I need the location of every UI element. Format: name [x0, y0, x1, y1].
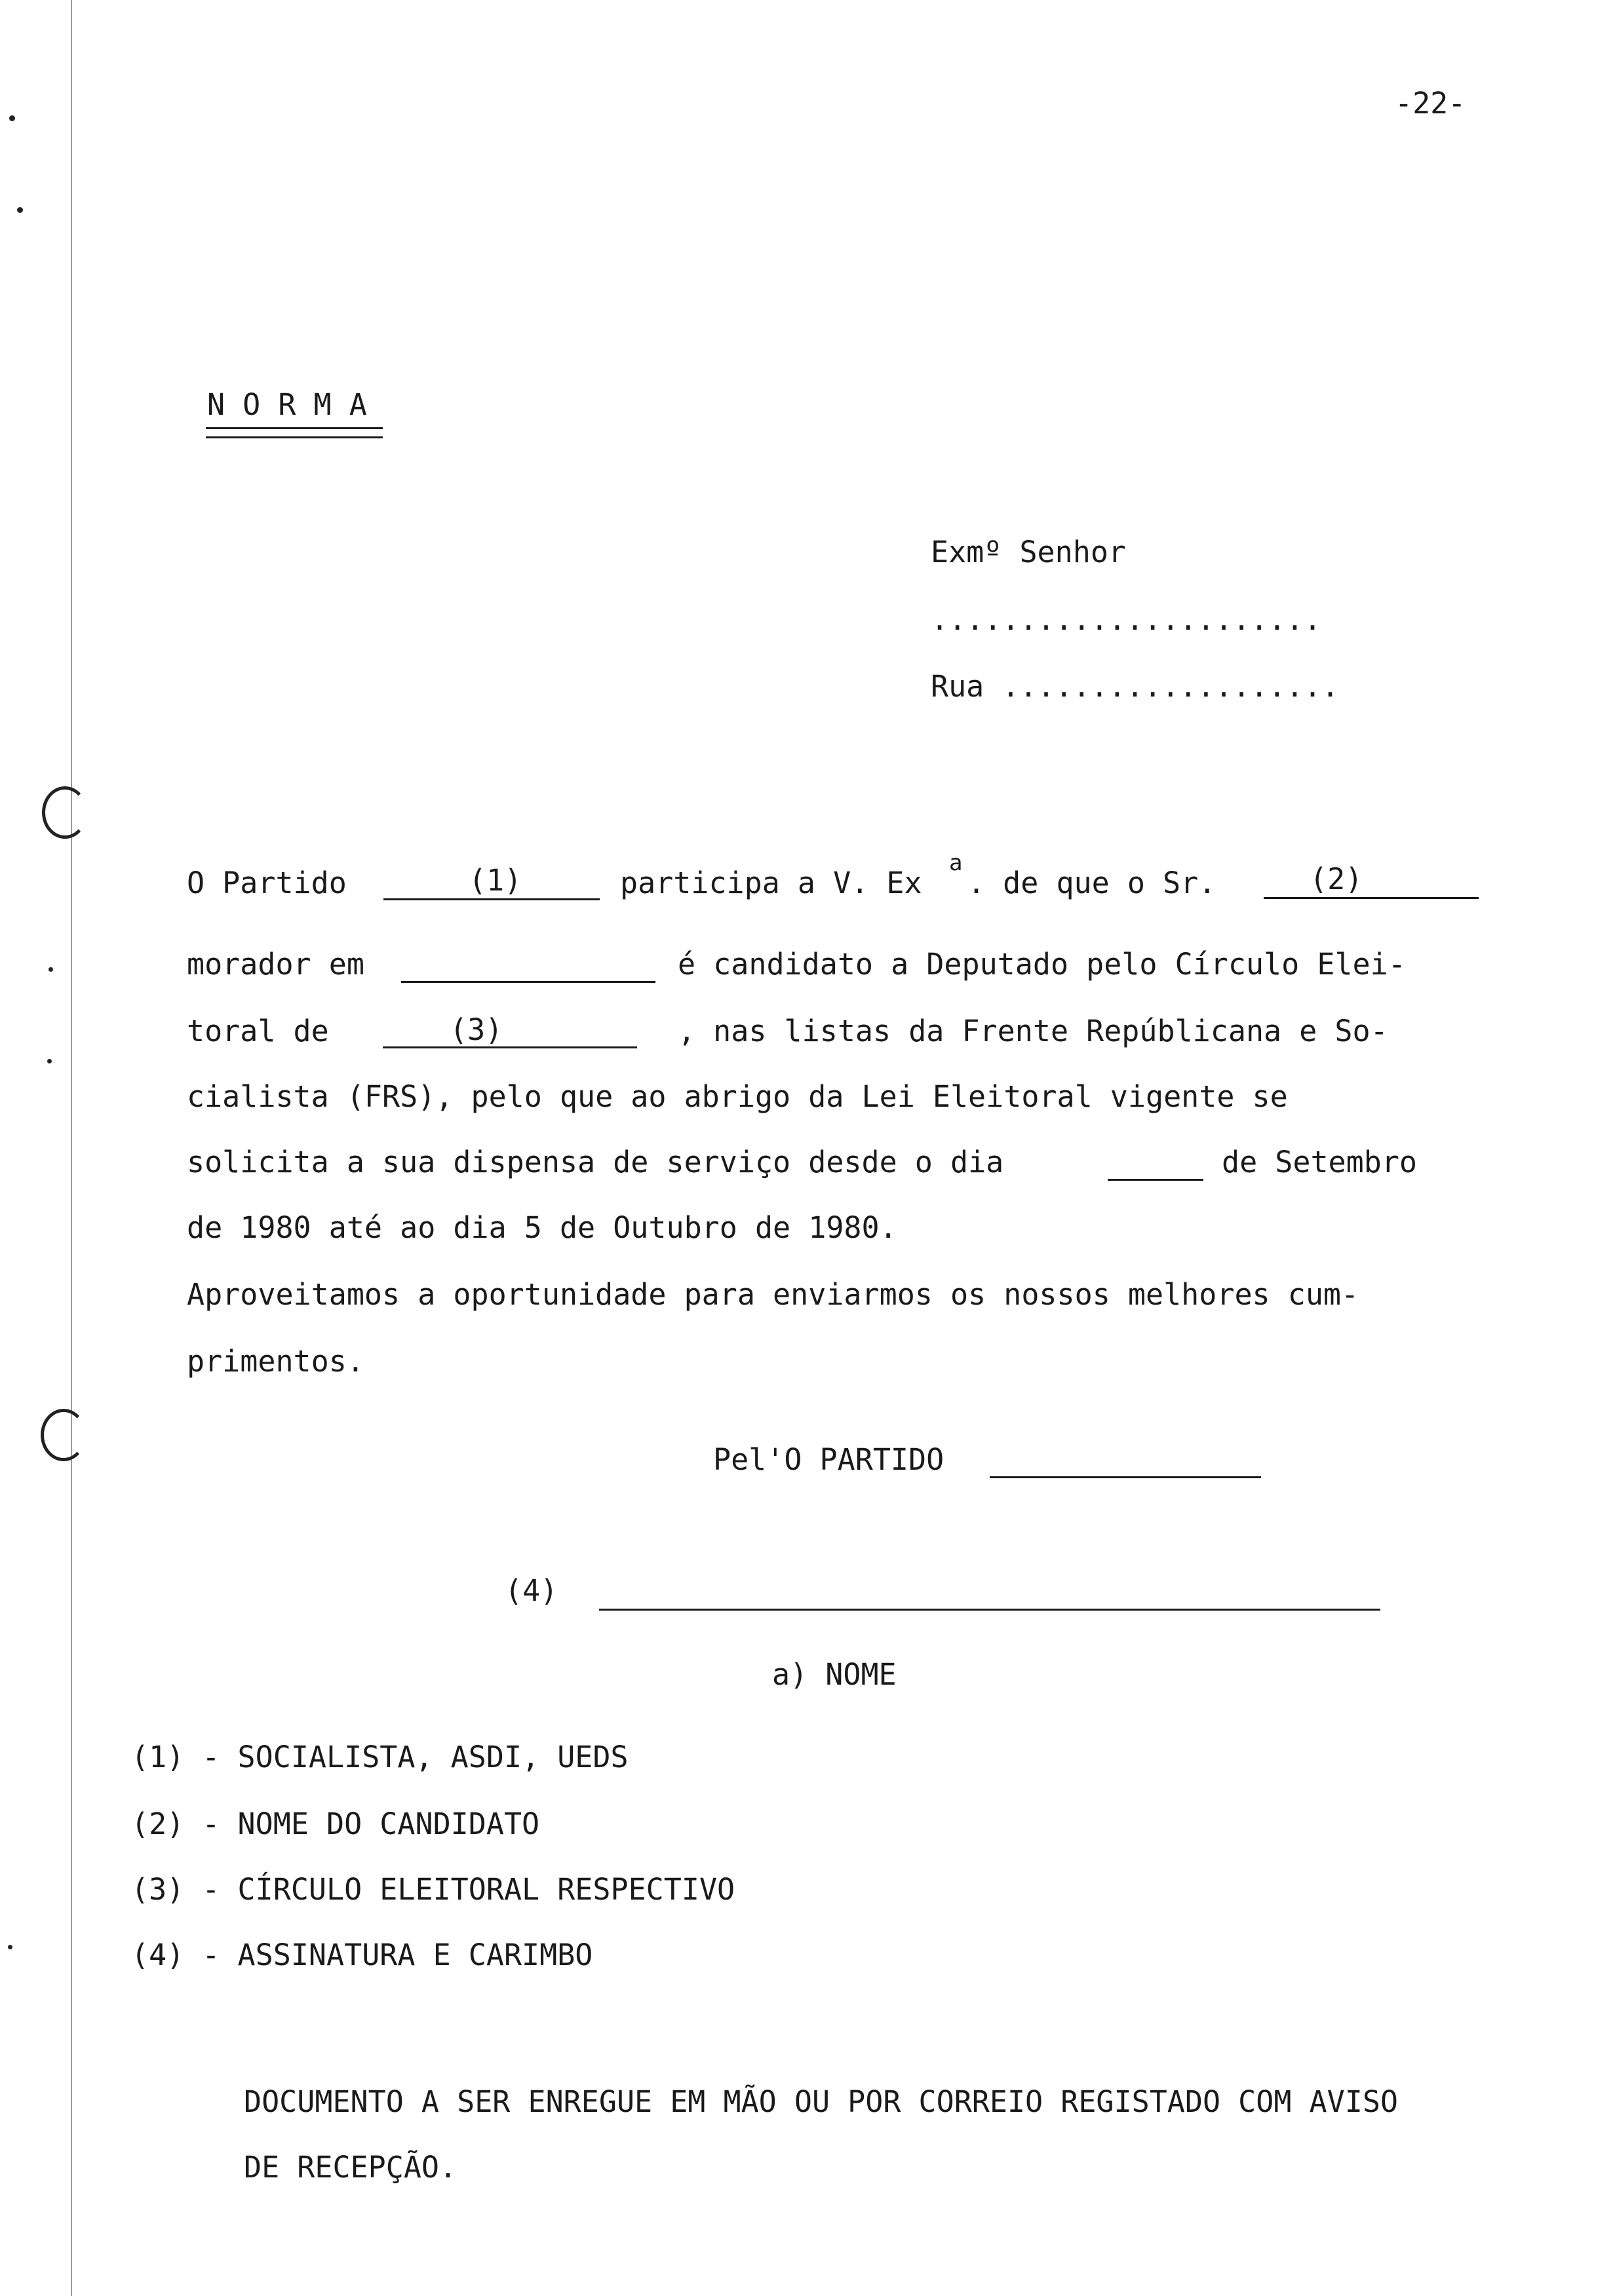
scan-speck — [8, 1945, 12, 1949]
document-heading: N O R M A — [207, 387, 367, 422]
field-marker-3: (3) — [450, 1012, 503, 1047]
heading-underline — [206, 427, 383, 429]
letter-text: participa a V. Ex — [620, 866, 922, 900]
footnote: (3) - CÍRCULO ELEITORAL RESPECTIVO — [131, 1872, 735, 1907]
recipient-name-field: ...................... — [931, 602, 1322, 637]
delivery-instruction: DE RECEPÇÃO. — [244, 2150, 457, 2185]
recipient-street-field: Rua ................... — [931, 669, 1340, 704]
letter-text: O Partido — [187, 866, 347, 900]
letter-text: toral de — [187, 1014, 329, 1048]
punch-hole-mark — [41, 1409, 87, 1461]
blank-day — [1108, 1179, 1203, 1181]
scan-speck — [17, 207, 23, 213]
blank-circle — [383, 1046, 637, 1048]
recipient-salutation: Exmº Senhor — [931, 535, 1127, 569]
footnote: (1) - SOCIALISTA, ASDI, UEDS — [131, 1740, 629, 1774]
heading-underline — [206, 436, 383, 438]
superscript: a — [949, 850, 963, 876]
binding-margin-line — [71, 0, 72, 2296]
letter-text: de 1980 até ao dia 5 de Outubro de 1980. — [187, 1210, 897, 1245]
letter-text: Aproveitamos a oportunidade para enviarmos os nossos melhores cum- — [187, 1277, 1359, 1312]
signature-marker: (4) — [505, 1573, 558, 1608]
letter-text: , nas listas da Frente Repúblicana e So- — [678, 1014, 1388, 1048]
field-marker-1: (1) — [469, 863, 522, 898]
signature-line — [599, 1609, 1380, 1611]
scan-speck — [49, 967, 53, 972]
letter-text: é candidato a Deputado pelo Círculo Elei- — [678, 947, 1406, 982]
page-number: -22- — [1395, 86, 1466, 121]
letter-text: primentos. — [187, 1344, 364, 1379]
scan-speck — [9, 115, 15, 121]
blank-candidate — [1264, 897, 1479, 899]
footnote: (2) - NOME DO CANDIDATO — [131, 1807, 540, 1841]
letter-text: morador em — [187, 947, 364, 982]
letter-text: cialista (FRS), pelo que ao abrigo da Lei Eleitoral vigente se — [187, 1079, 1288, 1114]
blank-party-signature — [990, 1476, 1261, 1478]
blank-residence — [401, 981, 655, 983]
signature-name-label: a) NOME — [772, 1657, 897, 1692]
footnote: (4) - ASSINATURA E CARIMBO — [131, 1938, 593, 1972]
letter-text: . de que o Sr. — [967, 866, 1216, 900]
field-marker-2: (2) — [1310, 862, 1363, 896]
letter-text: solicita a sua dispensa de serviço desde o dia — [187, 1145, 1004, 1179]
party-signature-label: Pel'O PARTIDO — [713, 1442, 944, 1477]
letter-text: de Setembro — [1222, 1145, 1418, 1179]
punch-hole-mark — [42, 786, 88, 839]
scan-speck — [47, 1059, 52, 1063]
delivery-instruction: DOCUMENTO A SER ENREGUE EM MÃO OU POR CORREIO REGISTADO COM AVISO — [244, 2084, 1398, 2119]
